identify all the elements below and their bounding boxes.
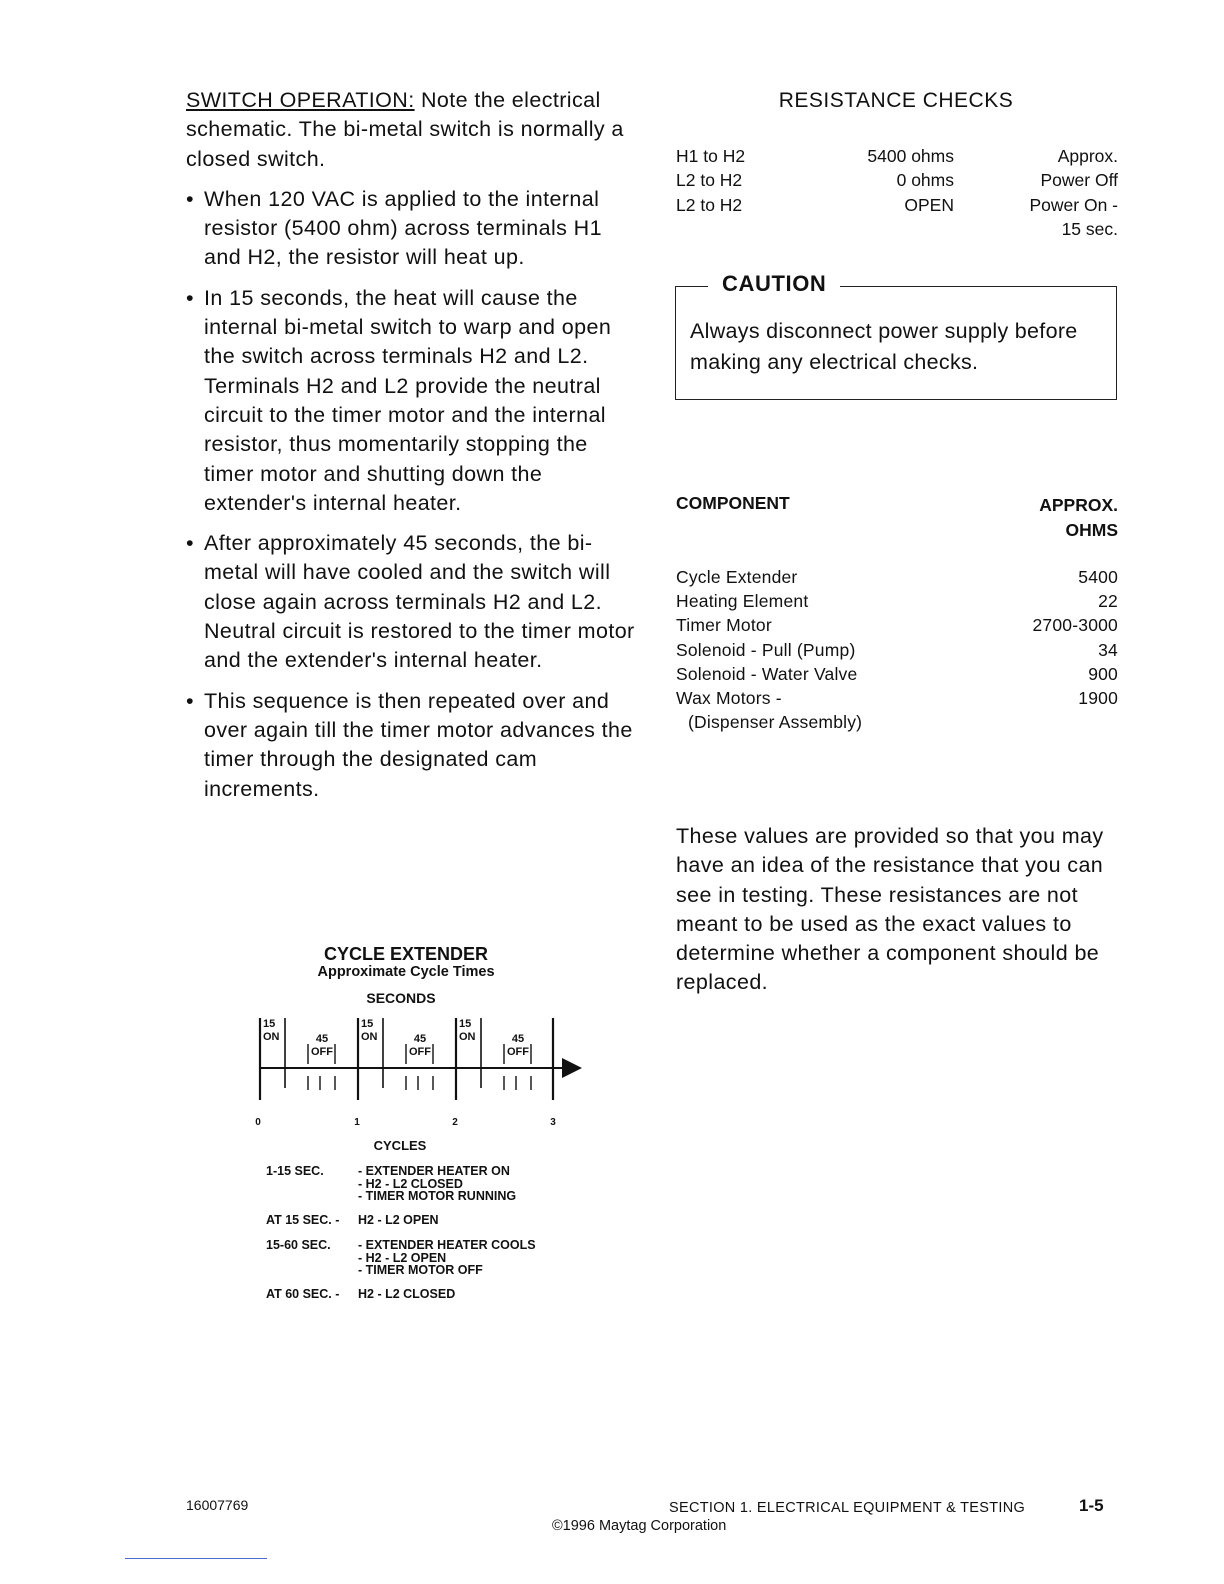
legend-key: AT 15 SEC. - [266, 1213, 340, 1227]
document-number: 16007769 [186, 1497, 249, 1513]
legend-line: - TIMER MOTOR OFF [358, 1263, 483, 1277]
resistance-cell: 5400 ohms [867, 146, 954, 166]
table-row [676, 712, 1118, 736]
off-label: OFF [507, 1046, 529, 1058]
note-continuation: 15 sec. [1061, 219, 1118, 239]
off-seconds-label: 45 [511, 1033, 525, 1045]
legend-key: 15-60 SEC. [266, 1238, 331, 1252]
table-row [676, 664, 1118, 688]
timeline-arrow-icon [562, 1058, 582, 1078]
diagram-seconds-label: SECONDS [366, 990, 436, 1006]
table-row [676, 170, 1118, 195]
list-item: • In 15 seconds, the heat will cause the internal bi-metal switch to warp and open the switch across terminals H2 and L2. Terminals H2 and L2 provide the neutral circuit to the timer motor and the internal resistor, thus momentarily stopping the timer motor and shutting down the extender's internal heater. [186, 284, 636, 518]
component-name: Solenoid - Water Valve [676, 664, 858, 684]
note-cell: Approx. [1057, 146, 1118, 166]
component-name: Heating Element [676, 591, 809, 611]
off-label: OFF [409, 1046, 431, 1058]
terminals-cell: H1 to H2 [676, 146, 746, 166]
on-label: ON [361, 1031, 378, 1043]
switch-operation-intro [186, 86, 636, 174]
component-ohms: 34 [1098, 640, 1118, 660]
values-note: These values are provided so that you may have an idea of the resistance that you can see in testing. These resistances are not meant to be used as the exact values to determine whether a component should be replaced. [676, 824, 1104, 995]
terminals-cell: L2 to H2 [676, 170, 743, 190]
diagram-title: CYCLE EXTENDER [323, 944, 489, 964]
note-cell: Power On - [1029, 195, 1118, 215]
table-row [676, 567, 1118, 591]
legend-entry [266, 1214, 566, 1228]
off-seconds-label: 45 [413, 1033, 427, 1045]
legend-line: H2 - L2 OPEN [358, 1213, 439, 1227]
legend-line: - H2 - L2 OPEN [358, 1250, 447, 1265]
legend-line: - EXTENDER HEATER ON [358, 1164, 510, 1178]
diagram-subtitle: Approximate Cycle Times [317, 964, 495, 980]
list-item: • After approximately 45 seconds, the bi-metal will have cooled and the switch will close again across terminals H2 and L2. Neutral circuit is restored to the timer motor and the extender's internal heater. [186, 529, 636, 675]
legend-entry [266, 1239, 566, 1279]
list-item: • When 120 VAC is applied to the internal resistor (5400 ohm) across terminals H1 and H2, the resistor will heat up. [186, 185, 636, 273]
component-name-continuation: (Dispenser Assembly) [688, 712, 863, 732]
off-seconds-label: 45 [315, 1033, 329, 1045]
legend-key: 1-15 SEC. [266, 1164, 324, 1178]
table-row [676, 195, 1118, 220]
component-ohms: 5400 [1078, 567, 1118, 587]
legend-key: AT 60 SEC. - [266, 1287, 340, 1301]
ohms-header-line1: APPROX. [1039, 495, 1118, 515]
legend-line: - EXTENDER HEATER COOLS [358, 1238, 536, 1252]
component-ohms: 22 [1098, 591, 1118, 611]
legend-line: - H2 - L2 CLOSED [358, 1176, 463, 1191]
component-name: Wax Motors - [676, 688, 782, 708]
table-row [676, 591, 1118, 615]
on-seconds-label: 15 [361, 1018, 374, 1030]
legend-entry [266, 1288, 566, 1302]
component-ohms: 1900 [1078, 688, 1118, 708]
cycle-tick-label: 0 [255, 1117, 261, 1128]
diagram-cycles-label: CYCLES [373, 1138, 427, 1153]
cycle-timeline-diagram [250, 1010, 590, 1135]
cycle-tick-label: 3 [550, 1117, 556, 1128]
on-label: ON [263, 1031, 280, 1043]
on-seconds-label: 15 [263, 1018, 276, 1030]
page-number: 1-5 [1079, 1496, 1104, 1515]
component-name: Solenoid - Pull (Pump) [676, 640, 856, 660]
off-label: OFF [311, 1046, 333, 1058]
component-name: Timer Motor [676, 615, 772, 635]
note-cell: Power Off [1040, 170, 1118, 190]
resistance-checks-title: RESISTANCE CHECKS [778, 89, 1014, 112]
switch-operation-list [186, 185, 636, 804]
on-seconds-label: 15 [459, 1018, 472, 1030]
cycle-tick-label: 2 [452, 1117, 458, 1128]
legend-line: H2 - L2 CLOSED [358, 1287, 456, 1301]
resistance-cell: OPEN [904, 195, 954, 215]
component-ohms: 900 [1088, 664, 1118, 684]
component-header: COMPONENT [676, 493, 790, 513]
switch-operation-section [186, 86, 636, 815]
table-row [676, 688, 1118, 712]
section-title: SECTION 1. ELECTRICAL EQUIPMENT & TESTING [669, 1500, 1026, 1516]
terminals-cell: L2 to H2 [676, 195, 743, 215]
caution-label: CAUTION [708, 271, 840, 297]
legend-entry [266, 1165, 566, 1205]
table-row [676, 615, 1118, 639]
legend-line: - TIMER MOTOR RUNNING [358, 1189, 517, 1203]
table-row [676, 146, 1118, 171]
table-row [676, 640, 1118, 664]
cycle-tick-label: 1 [354, 1117, 360, 1128]
bottom-rule [125, 1558, 267, 1559]
copyright: ©1996 Maytag Corporation [552, 1518, 727, 1534]
resistance-cell: 0 ohms [896, 170, 954, 190]
component-ohms: 2700-3000 [1032, 615, 1118, 635]
switch-operation-heading: SWITCH OPERATION: [186, 88, 415, 112]
caution-text: Always disconnect power supply before making any electrical checks. [690, 319, 1078, 374]
list-item: • This sequence is then repeated over and over again till the timer motor advances the timer through the designated cam increments. [186, 687, 636, 804]
ohms-header-line2: OHMS [1065, 520, 1118, 540]
on-label: ON [459, 1031, 476, 1043]
switch-operation-intro-text: Note the electrical schematic. The bi-metal switch is normally a closed switch. [186, 88, 624, 171]
component-name: Cycle Extender [676, 567, 798, 587]
